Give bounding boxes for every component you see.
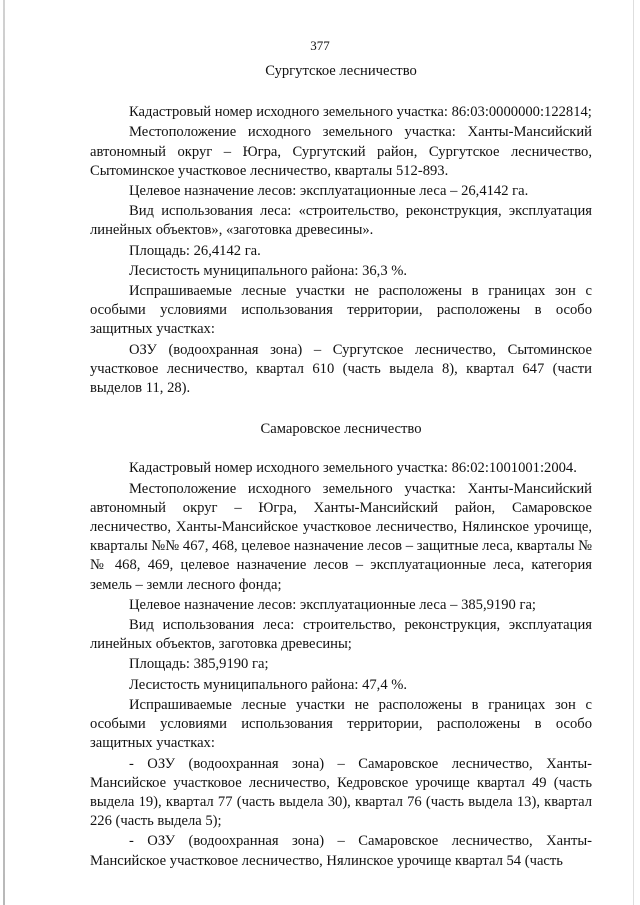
section-title-samarovo: Самаровское лесничество: [260, 421, 422, 438]
section-title-surgut: Сургутское лесничество: [265, 63, 417, 79]
samarovo-forest-purpose: Целевое назначение лесов: эксплуатационные леса – 385,9190 га;: [129, 596, 536, 613]
scan-edge-right: [633, 0, 634, 905]
samarovo-ozu-item-2: - ОЗУ (водоохранная зона) – Самаровское лесничество, Ханты-Мансийское участковое лесничество, Нялинское урочище квартал 54 (часть: [90, 833, 592, 869]
samarovo-forest-use: Вид использования леса: строительство, реконструкция, эксплуатация линейных объектов, заготовка древесины;: [90, 617, 592, 653]
samarovo-cadastral-number: Кадастровый номер исходного земельного участка: 86:02:1001001:2004.: [129, 460, 577, 477]
scan-edge-left: [3, 0, 5, 905]
surgut-forest-purpose: Целевое назначение лесов: эксплуатационные леса – 26,4142 га.: [129, 183, 529, 200]
surgut-zones-note: Испрашиваемые лесные участки не расположены в границах зон с особыми условиями использования территории, расположены в особо защитных участках:: [90, 283, 592, 338]
document-body: [90, 62, 592, 872]
samarovo-forest-cover: Лесистость муниципального района: 47,4 %.: [129, 676, 408, 693]
samarovo-location: Местоположение исходного земельного участка: Ханты-Мансийский автономный округ – Югра, Ханты-Мансийский район, Самаровское лесничество, Ханты-Мансийское участковое лесничество, Нялинское урочище, кварталы №№ 467, 468, целевое назначение лесов – защитные леса, кварталы №№ 468, 469, целевое назначение лесов – эксплуатационные леса, категория земель – земли лесного фонда;: [90, 480, 592, 593]
surgut-cadastral-number: Кадастровый номер исходного земельного участка: 86:03:0000000:122814;: [129, 104, 592, 121]
samarovo-ozu-item-1: - ОЗУ (водоохранная зона) – Самаровское лесничество, Ханты-Мансийское участковое лесничество, Кедровское урочище квартал 49 (часть выдела 19), квартал 77 (часть выдела 30), квартал 76 (часть выдела 13), квартал 226 (часть выдела 5);: [90, 755, 592, 830]
samarovo-zones-note: Испрашиваемые лесные участки не расположены в границах зон с особыми условиями использования территории, расположены в особо защитных участках:: [90, 696, 592, 752]
surgut-location: Местоположение исходного земельного участка: Ханты-Мансийский автономный округ – Югра, Сургутский район, Сургутское лесничество, Сытоминское участковое лесничество, кварталы 512-893.: [90, 124, 592, 179]
surgut-ozu-item: ОЗУ (водоохранная зона) – Сургутское лесничество, Сытоминское участковое лесничество, квартал 610 (часть выдела 8), квартал 647 (части выделов 11, 28).: [90, 341, 592, 397]
surgut-forest-use: Вид использования леса: «строительство, реконструкция, эксплуатация линейных объектов», «заготовка древесины».: [90, 203, 592, 239]
surgut-forest-cover: Лесистость муниципального района: 36,3 %.: [129, 262, 408, 279]
page-number: 377: [310, 38, 330, 53]
samarovo-area: Площадь: 385,9190 га;: [129, 656, 269, 673]
surgut-area: Площадь: 26,4142 га.: [129, 242, 261, 259]
